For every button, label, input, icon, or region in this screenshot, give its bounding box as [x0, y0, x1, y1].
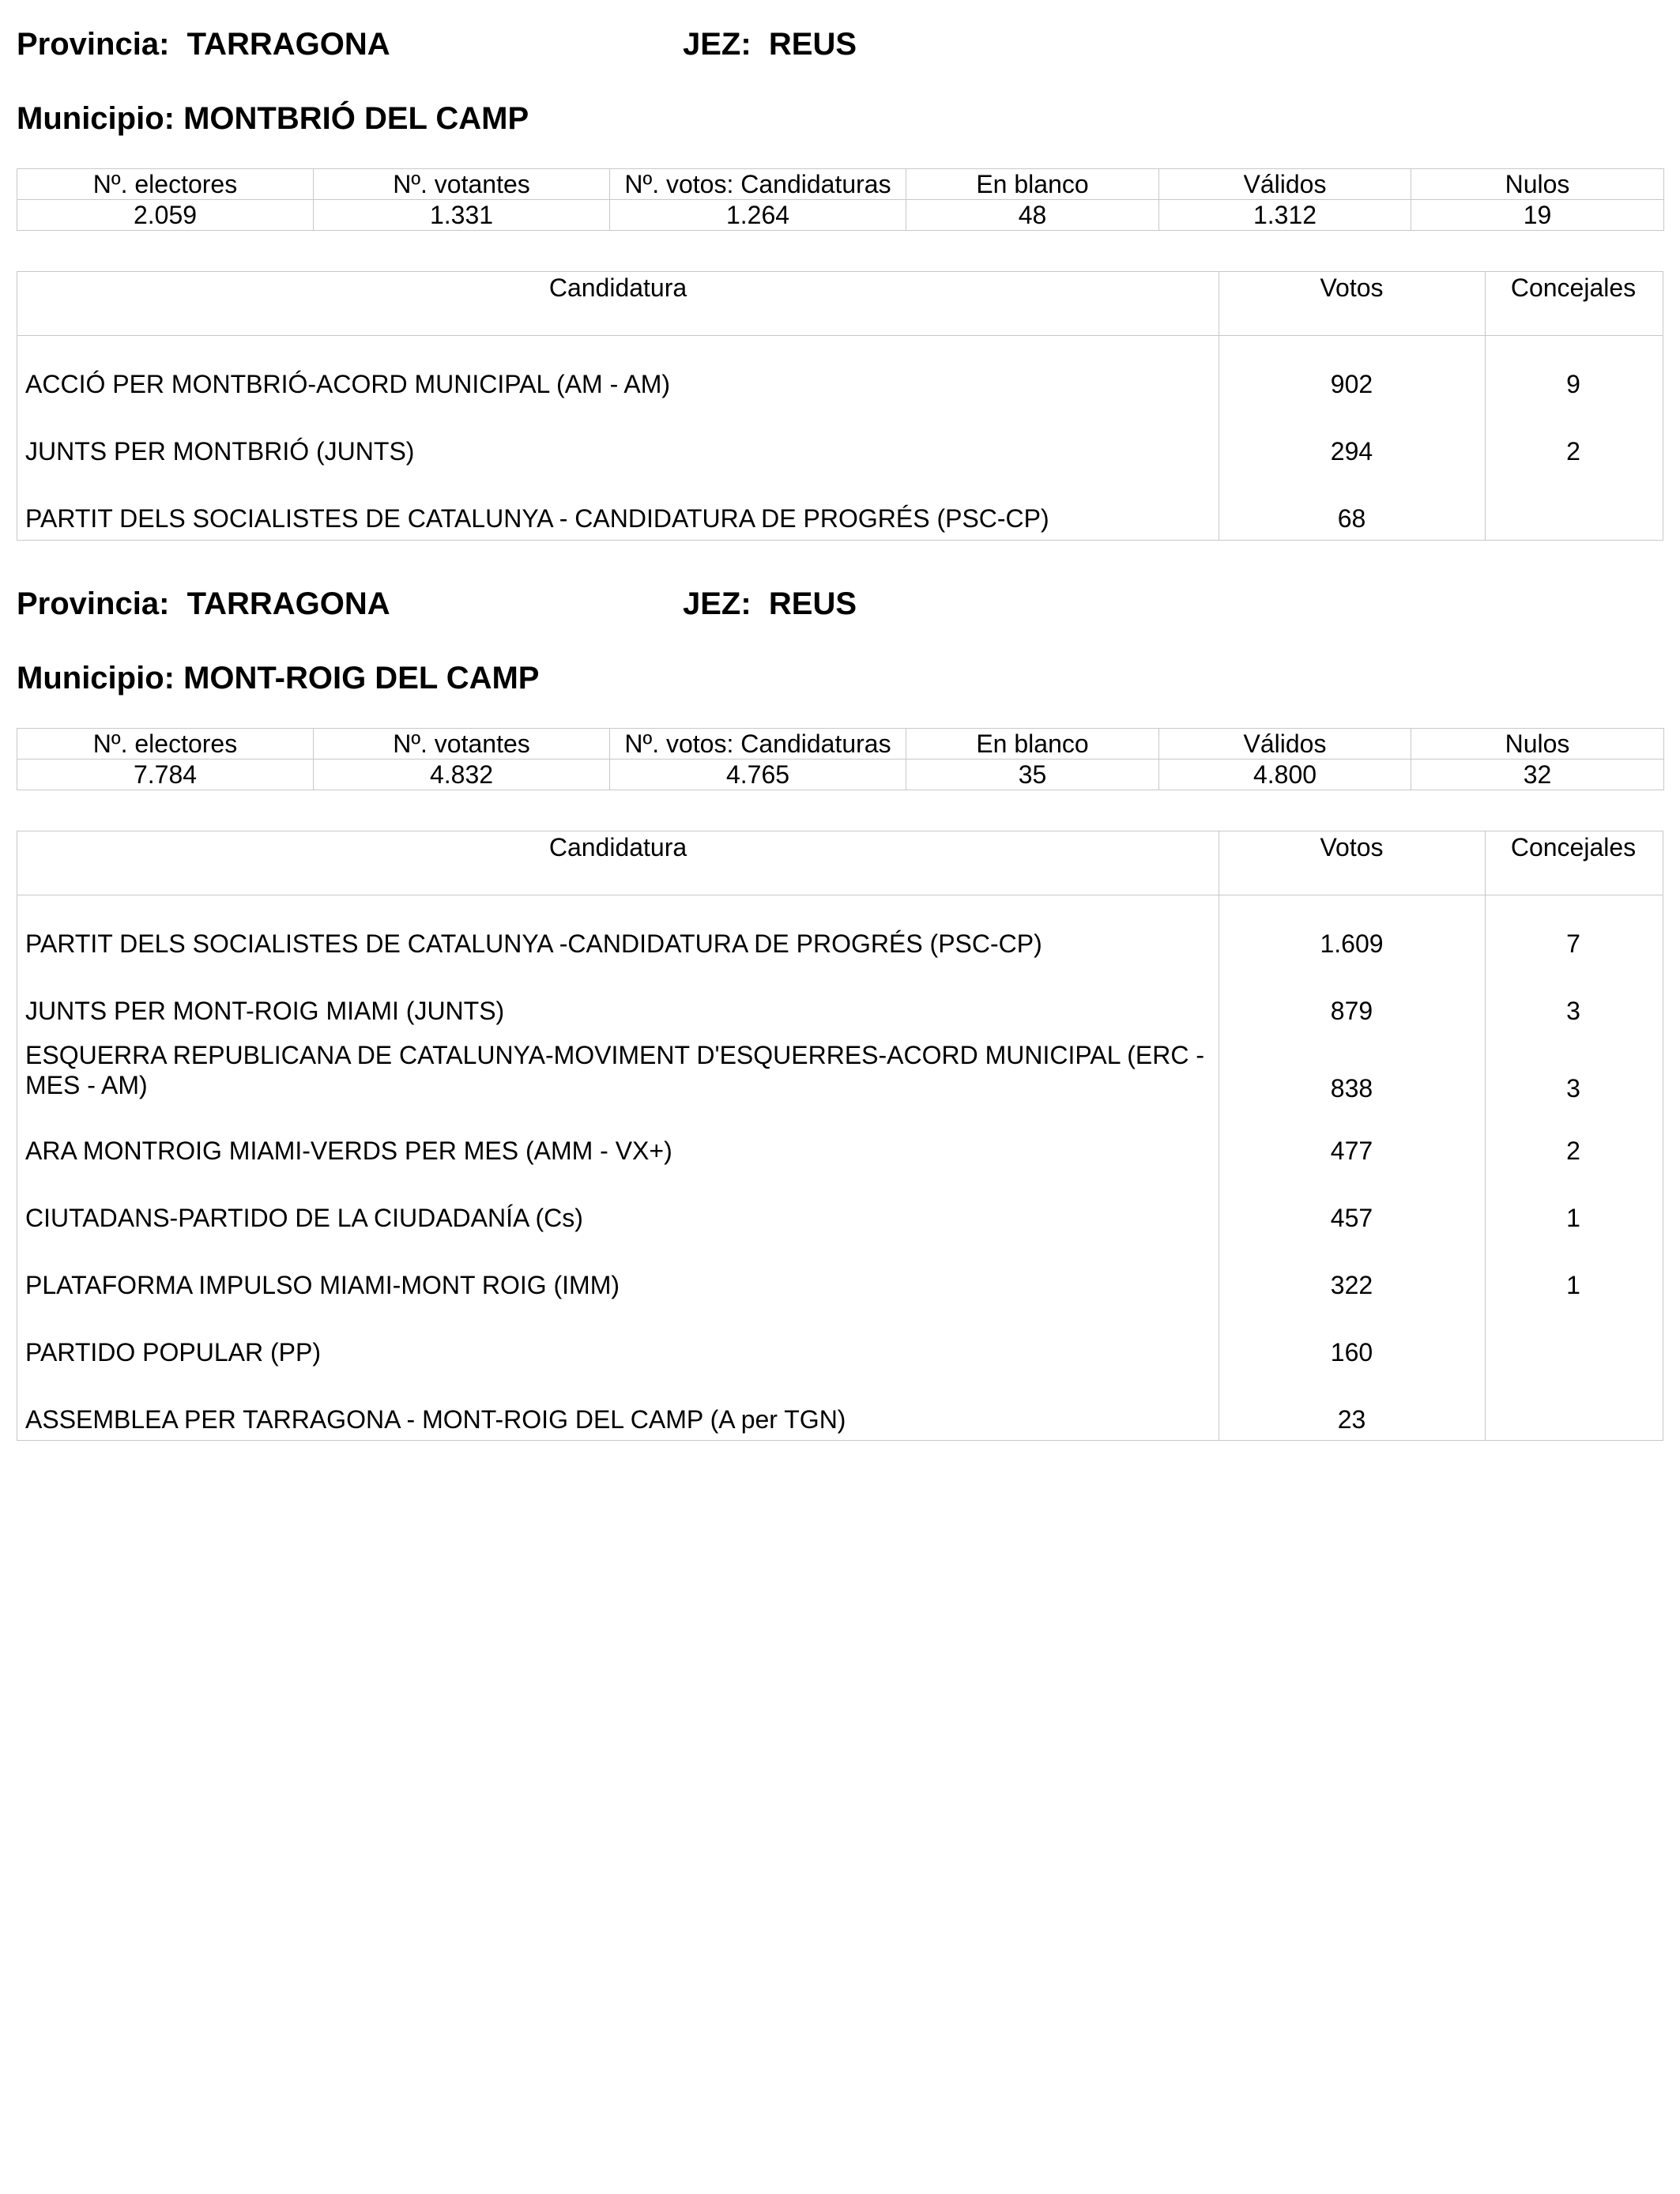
- validos-value: 4.800: [1159, 760, 1411, 790]
- jez-value: REUS: [768, 586, 857, 621]
- municipio-label: Municipio:: [17, 661, 175, 696]
- validos-header: Válidos: [1159, 729, 1411, 760]
- validos-header: Válidos: [1159, 169, 1411, 200]
- electores-value: 7.784: [17, 760, 314, 790]
- candidate-row: [17, 410, 1663, 477]
- candidate-name: CIUTADANS-PARTIDO DE LA CIUDADANÍA (Cs): [25, 1204, 583, 1232]
- candidate-votes: 902: [1330, 370, 1373, 398]
- jez-heading: [683, 585, 857, 623]
- electores-value: 2.059: [17, 200, 314, 231]
- candidates-header-row: [17, 272, 1663, 336]
- candidate-row: [17, 1177, 1663, 1244]
- jez-label: JEZ:: [683, 586, 751, 621]
- summary-header-row: [17, 729, 1664, 760]
- candidate-votes: 294: [1330, 437, 1373, 466]
- candidate-seats: 3: [1566, 997, 1580, 1025]
- candidatura-header: Candidatura: [548, 833, 687, 861]
- summary-table: [17, 728, 1664, 790]
- concejales-header: Concejales: [1510, 273, 1637, 302]
- provincia-value: TARRAGONA: [186, 27, 390, 62]
- candidate-row: [17, 477, 1663, 545]
- nulos-value: 32: [1411, 760, 1664, 790]
- provincia-value: TARRAGONA: [186, 586, 390, 621]
- candidate-name: PARTIT DELS SOCIALISTES DE CATALUNYA -CANDIDATURA DE PROGRÉS (PSC-CP): [25, 929, 1042, 958]
- candidate-seats: 7: [1566, 929, 1580, 958]
- candidate-row: [17, 1311, 1663, 1378]
- jez-label: JEZ:: [683, 27, 751, 62]
- votantes-header: Nº. votantes: [314, 169, 610, 200]
- en-blanco-header: En blanco: [906, 729, 1159, 760]
- candidate-row: [17, 1378, 1663, 1446]
- candidate-row: [17, 1110, 1663, 1177]
- municipio-label: Municipio:: [17, 101, 175, 136]
- votos-header: Votos: [1320, 833, 1384, 861]
- candidate-row: [17, 1037, 1663, 1110]
- candidate-seats: 2: [1566, 437, 1580, 466]
- municipio-value: MONT-ROIG DEL CAMP: [183, 661, 540, 696]
- candidate-votes: 457: [1330, 1204, 1373, 1232]
- candidate-name: ESQUERRA REPUBLICANA DE CATALUNYA-MOVIMENT D'ESQUERRES-ACORD MUNICIPAL (ERC - MES - AM): [25, 1041, 1204, 1099]
- votantes-value: 4.832: [314, 760, 610, 790]
- provincia-heading: [17, 25, 390, 63]
- nulos-header: Nulos: [1411, 169, 1664, 200]
- candidate-votes: 477: [1330, 1137, 1373, 1165]
- candidate-votes: 160: [1330, 1338, 1373, 1367]
- candidate-name: PARTIT DELS SOCIALISTES DE CATALUNYA - CANDIDATURA DE PROGRÉS (PSC-CP): [25, 504, 1049, 533]
- provincia-label: Provincia:: [17, 27, 170, 62]
- summary-header-row: [17, 169, 1664, 200]
- candidate-row: [17, 970, 1663, 1037]
- candidate-votes: 879: [1330, 997, 1373, 1025]
- nulos-header: Nulos: [1411, 729, 1664, 760]
- candidate-name: ASSEMBLEA PER TARRAGONA - MONT-ROIG DEL CAMP (A per TGN): [25, 1405, 846, 1434]
- electores-header: Nº. electores: [17, 729, 314, 760]
- municipio-heading: [17, 659, 539, 697]
- summary-value-row: [17, 200, 1664, 231]
- votantes-header: Nº. votantes: [314, 729, 610, 760]
- candidate-name: PARTIDO POPULAR (PP): [25, 1338, 321, 1367]
- candidate-votes: 68: [1337, 504, 1366, 533]
- concejales-header: Concejales: [1510, 833, 1637, 861]
- votos-candidaturas-value: 4.765: [610, 760, 906, 790]
- candidate-votes: 1.609: [1320, 929, 1384, 958]
- candidate-votes: 838: [1330, 1074, 1373, 1103]
- nulos-value: 19: [1411, 200, 1664, 231]
- candidate-seats: 1: [1566, 1204, 1580, 1232]
- candidate-seats: 1: [1566, 1271, 1580, 1299]
- candidate-row: [17, 336, 1663, 410]
- candidates-table: [17, 271, 1663, 541]
- summary-value-row: [17, 760, 1664, 790]
- candidate-seats: 3: [1566, 1074, 1580, 1103]
- candidate-name: ARA MONTROIG MIAMI-VERDS PER MES (AMM - VX+): [25, 1137, 672, 1165]
- candidate-votes: 322: [1330, 1271, 1373, 1299]
- candidates-header-row: [17, 831, 1663, 895]
- votos-candidaturas-value: 1.264: [610, 200, 906, 231]
- votantes-value: 1.331: [314, 200, 610, 231]
- en-blanco-header: En blanco: [906, 169, 1159, 200]
- municipio-heading: [17, 100, 529, 138]
- validos-value: 1.312: [1159, 200, 1411, 231]
- votos-candidaturas-header: Nº. votos: Candidaturas: [610, 169, 906, 200]
- candidate-name: PLATAFORMA IMPULSO MIAMI-MONT ROIG (IMM): [25, 1271, 620, 1299]
- jez-heading: [683, 25, 857, 63]
- candidate-seats: 9: [1566, 370, 1580, 398]
- summary-table: [17, 168, 1664, 231]
- en-blanco-value: 48: [906, 200, 1159, 231]
- candidate-votes: 23: [1337, 1405, 1366, 1434]
- en-blanco-value: 35: [906, 760, 1159, 790]
- votos-candidaturas-header: Nº. votos: Candidaturas: [610, 729, 906, 760]
- candidate-name: JUNTS PER MONTBRIÓ (JUNTS): [25, 437, 415, 466]
- candidate-seats: 2: [1566, 1137, 1580, 1165]
- provincia-label: Provincia:: [17, 586, 170, 621]
- candidatura-header: Candidatura: [548, 273, 687, 302]
- candidates-table: [17, 831, 1663, 1441]
- candidate-row: [17, 895, 1663, 970]
- votos-header: Votos: [1320, 273, 1384, 302]
- candidate-name: ACCIÓ PER MONTBRIÓ-ACORD MUNICIPAL (AM - AM): [25, 370, 671, 398]
- electores-header: Nº. electores: [17, 169, 314, 200]
- jez-value: REUS: [768, 27, 857, 62]
- provincia-heading: [17, 585, 390, 623]
- candidate-row: [17, 1244, 1663, 1311]
- candidate-name: JUNTS PER MONT-ROIG MIAMI (JUNTS): [25, 997, 505, 1025]
- municipio-value: MONTBRIÓ DEL CAMP: [183, 101, 529, 136]
